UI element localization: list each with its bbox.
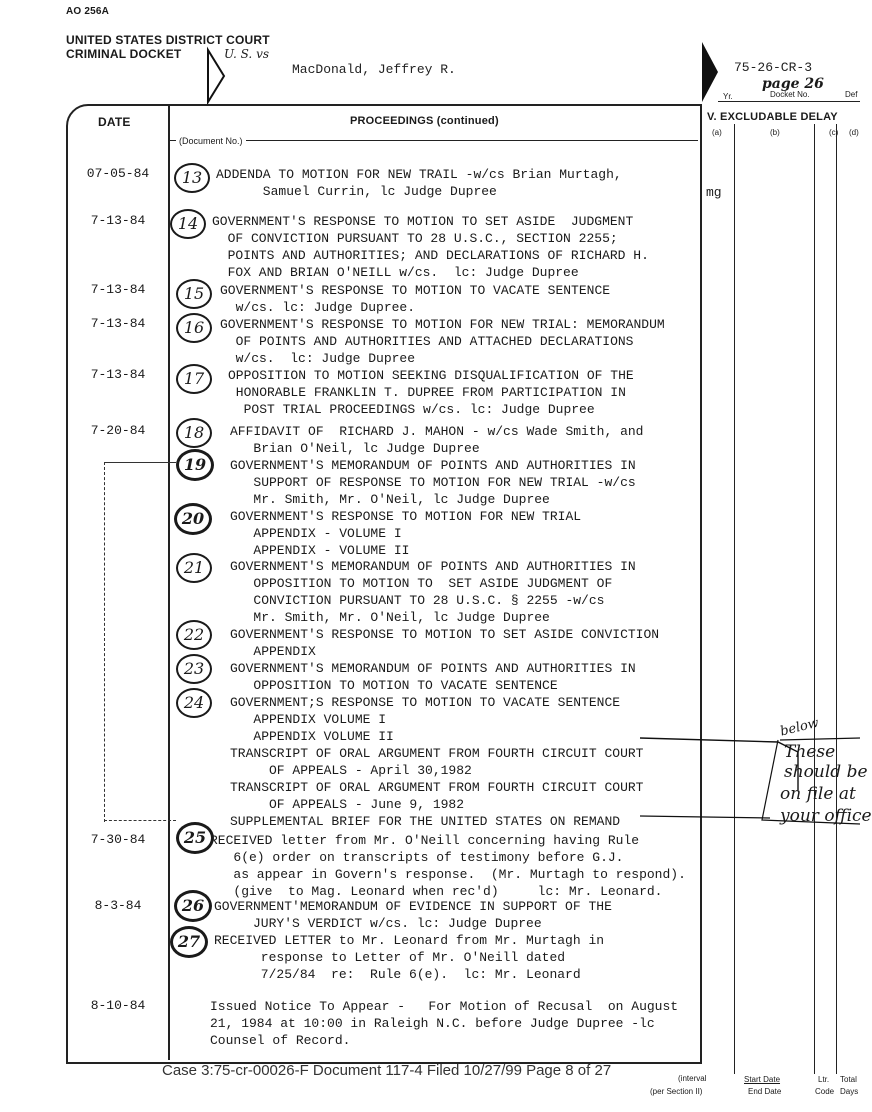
entry-text-line: POINTS AND AUTHORITIES; AND DECLARATIONS OF RICHARD H. [212,248,649,263]
entry-text-line: Brian O'Neil, lc Judge Dupree [230,441,480,456]
entry-text-line: HONORABLE FRANKLIN T. DUPREE FROM PARTICIPATION IN [228,385,626,400]
footer-days: Days [840,1087,859,1096]
entry-text-line: GOVERNMENT'S RESPONSE TO MOTION FOR NEW TRIAL: MEMORANDUM [220,317,665,332]
margin-note-line-4: your office [780,806,872,826]
entry-text-line: TRANSCRIPT OF ORAL ARGUMENT FROM FOURTH CIRCUIT COURT [230,746,644,761]
page-note: page 26 [762,76,824,92]
entry-text-line: OF APPEALS - June 9, 1982 [230,797,465,812]
entry-text-line: w/cs. lc: Judge Dupree [220,351,416,366]
entry-text-line: GOVERNMENT'S RESPONSE TO MOTION TO SET ASIDE CONVICTION [230,627,660,642]
entry-date: 7-13-84 [90,282,146,297]
margin-note-line-2: should be [784,762,868,782]
entry-text-line: OPPOSITION TO MOTION SEEKING DISQUALIFICATION OF THE [228,368,634,383]
footer-total: Total [840,1075,857,1084]
entry-date: 7-13-84 [90,316,146,331]
docket-type: CRIMINAL DOCKET [66,47,182,61]
entry-text-line: SUPPORT OF RESPONSE TO MOTION FOR NEW TRIAL -w/cs [230,475,636,490]
entry-text-line: RECEIVED LETTER to Mr. Leonard from Mr. Murtagh in [214,933,605,948]
document-number-circle: 26 [174,890,212,922]
entry-text-line: OF CONVICTION PURSUANT TO 28 U.S.C., SECTION 2255; [212,231,618,246]
entry-text-line: CONVICTION PURSUANT TO 28 U.S.C. § 2255 -w/cs [230,593,605,608]
excl-sub-c: (c) [829,128,839,137]
proceedings-column-header: PROCEEDINGS (continued) [350,115,499,127]
document-number-circle: 17 [176,364,212,394]
left-bracket-bottom [104,820,176,821]
footer-interval: (interval [678,1074,707,1083]
entry-text-line: GOVERNMENT'S MEMORANDUM OF POINTS AND AUTHORITIES IN [230,458,636,473]
entry-text-line: GOVERNMENT'S MEMORANDUM OF POINTS AND AUTHORITIES IN [230,661,636,676]
entry-date: 7-30-84 [90,832,146,847]
entry-text-line: OF POINTS AND AUTHORITIES AND ATTACHED DECLARATIONS [220,334,634,349]
entry-date: 8-10-84 [90,998,146,1013]
entry-text-line: OPPOSITION TO MOTION TO VACATE SENTENCE [230,678,558,693]
entry-date: 7-13-84 [90,213,146,228]
entry-text-line: APPENDIX VOLUME II [230,729,394,744]
document-number-circle: 15 [176,279,212,309]
document-number-circle: 20 [174,503,212,535]
entry-text-line: Issued Notice To Appear - For Motion of Recusal on August [210,999,679,1014]
docket-no-label: Docket No. [770,90,810,99]
entry-text-line: ADDENDA TO MOTION FOR NEW TRAIL -w/cs Brian Murtagh, [216,167,622,182]
excludable-delay-header: V. EXCLUDABLE DELAY [707,111,838,123]
entry-text-line: 6(e) order on transcripts of testimony before G.J. [210,850,624,865]
document-number-circle: 16 [176,313,212,343]
excl-sub-b: (b) [770,128,780,137]
footer-ltr: Ltr. [818,1075,830,1084]
entry-text-line: 7/25/84 re: Rule 6(e). lc: Mr. Leonard [214,967,581,982]
entry-text-line: GOVERNMENT'MEMORANDUM OF EVIDENCE IN SUPPORT OF THE [214,899,612,914]
entry-text-line: Mr. Smith, Mr. O'Neil, lc Judge Dupree [230,492,550,507]
entry-text-line: GOVERNMENT'S RESPONSE TO MOTION TO VACATE SENTENCE [220,283,611,298]
entry-text-line: GOVERNMENT;S RESPONSE TO MOTION TO VACATE SENTENCE [230,695,621,710]
entry-text-line: GOVERNMENT'S RESPONSE TO MOTION TO SET ASIDE JUDGMENT [212,214,634,229]
document-no-label: (Document No.) [176,136,246,146]
footer-stamp: Case 3:75-cr-00026-F Document 117-4 Filed 10/27/99 Page 8 of 27 [162,1062,612,1079]
entry-text-line: JURY'S VERDICT w/cs. lc: Judge Dupree [214,916,542,931]
entry-text-line: APPENDIX - VOLUME I [230,526,402,541]
entry-date: 8-3-84 [94,898,142,913]
case-prefix: U. S. vs [224,47,269,61]
date-column-header: DATE [98,115,131,129]
entry-text-line: FOX AND BRIAN O'NEILL w/cs. lc: Judge Dupree [212,265,579,280]
docket-number: 75-26-CR-3 [734,60,813,75]
document-number-circle: 23 [176,654,212,684]
entry-text-line: SUPPLEMENTAL BRIEF FOR THE UNITED STATES ON REMAND [230,814,621,829]
margin-note-line-3: on file at [780,784,856,804]
def-label: Def [845,90,858,99]
excl-sub-a: (a) [712,128,722,137]
entry-text-line: APPENDIX VOLUME I [230,712,387,727]
entry-text-line: OPPOSITION TO MOTION TO SET ASIDE JUDGMENT OF [230,576,613,591]
margin-note-top: below [778,715,821,740]
form-id: AO 256A [66,6,110,17]
entry-text-line: POST TRIAL PROCEEDINGS w/cs. lc: Judge Dupree [228,402,595,417]
entry-text-line: Counsel of Record. [210,1033,351,1048]
entry-text-line: OF APPEALS - April 30,1982 [230,763,472,778]
entry-text-line: GOVERNMENT'S MEMORANDUM OF POINTS AND AUTHORITIES IN [230,559,636,574]
entry-text-line: APPENDIX [230,644,316,659]
footer-start-date: Start Date [744,1075,781,1084]
document-number-circle: 18 [176,418,212,448]
entry-text-line: w/cs. lc: Judge Dupree. [220,300,416,315]
document-number-circle: 21 [176,553,212,583]
entry-text-line: 21, 1984 at 10:00 in Raleigh N.C. before Judge Dupree -lc [210,1016,655,1031]
left-bracket-line [104,462,105,822]
court-name: UNITED STATES DISTRICT COURT [66,33,270,47]
entry-text-line: Mr. Smith, Mr. O'Neil, lc Judge Dupree [230,610,550,625]
entry-text-line: Samuel Currin, lc Judge Dupree [216,184,497,199]
margin-note-line-1: These [784,742,836,762]
defendant-name: MacDonald, Jeffrey R. [292,62,456,77]
entry-date: 7-20-84 [90,423,146,438]
footer-code: Code [815,1087,835,1096]
document-number-circle: 14 [170,209,206,239]
document-number-circle: 24 [176,688,212,718]
excl-sub-d: (d) [849,128,859,137]
entry-text-line: APPENDIX - VOLUME II [230,543,410,558]
footer-end-date: End Date [748,1087,782,1096]
document-number-circle: 19 [176,449,214,481]
footer-section: (per Section II) [650,1087,703,1096]
entry-text-line: GOVERNMENT'S RESPONSE TO MOTION FOR NEW TRIAL [230,509,582,524]
entry-text-line: (give to Mag. Leonard when rec'd) lc: Mr. Leonard. [210,884,663,899]
entry-text-line: TRANSCRIPT OF ORAL ARGUMENT FROM FOURTH CIRCUIT COURT [230,780,644,795]
yr-label: Yr. [723,92,733,101]
left-bracket-top [104,462,176,463]
entry-date: 7-13-84 [90,367,146,382]
entry-clerk-mark: mg [706,185,722,200]
document-number-circle: 25 [176,822,214,854]
entry-text-line: AFFIDAVIT OF RICHARD J. MAHON - w/cs Wade Smith, and [230,424,644,439]
document-number-circle: 22 [176,620,212,650]
entry-date: 07-05-84 [86,166,150,181]
entry-text-line: response to Letter of Mr. O'Neill dated [214,950,566,965]
entry-text-line: as appear in Govern's response. (Mr. Murtagh to respond). [210,867,686,882]
document-number-circle: 13 [174,163,210,193]
entry-text-line: RECEIVED letter from Mr. O'Neill concerning having Rule [210,833,640,848]
document-number-circle: 27 [170,926,208,958]
